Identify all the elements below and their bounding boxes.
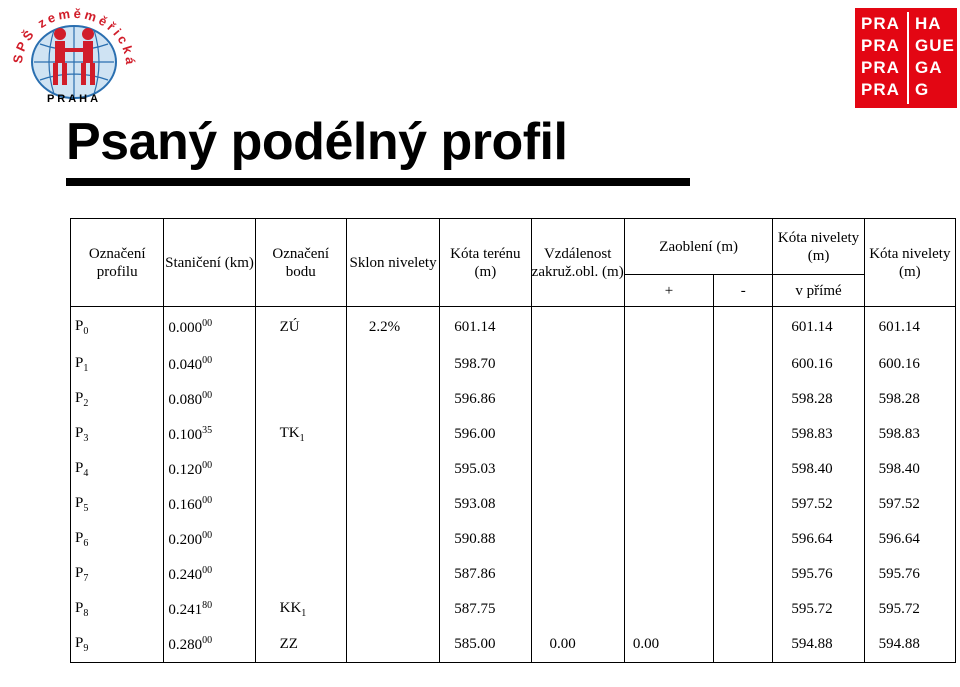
cell-kota-prime: 600.16	[773, 347, 864, 382]
header-v-prime: v přímé	[773, 275, 864, 307]
cell-minus	[714, 487, 773, 522]
bod-label: ZZ	[279, 636, 298, 652]
praha-logo-row: PRA HA	[861, 14, 942, 33]
praha-logo-row: PRA GA	[861, 58, 943, 77]
school-logo	[4, 4, 144, 104]
cell-kota-prime: 595.76	[773, 557, 864, 592]
table-row	[71, 382, 956, 417]
cell-staniceni	[164, 557, 255, 592]
header-minus: -	[714, 275, 773, 307]
cell-profil	[71, 382, 164, 417]
staniceni-value: 0.240	[168, 567, 203, 583]
table-row	[71, 487, 956, 522]
logo-bottom-text: PRAHA	[46, 93, 102, 104]
bod-index: 1	[301, 608, 307, 619]
table-row	[71, 557, 956, 592]
cell-kota-prime: 598.40	[773, 452, 864, 487]
profil-letter: P	[75, 317, 84, 334]
bod-label: ZÚ	[279, 318, 300, 335]
staniceni-value: 0.000	[168, 319, 203, 336]
cell-kota-prime: 594.88	[773, 627, 864, 663]
title-underline	[66, 178, 690, 186]
cell-plus	[624, 522, 713, 557]
header-zaobleni: Zaoblení (m)	[624, 219, 773, 275]
cell-staniceni	[164, 627, 255, 663]
cell-staniceni	[164, 487, 255, 522]
staniceni-sup: 00	[202, 355, 213, 366]
cell-staniceni	[164, 307, 255, 348]
profil-index: 5	[83, 503, 89, 514]
cell-minus	[714, 307, 773, 348]
cell-bod	[255, 417, 346, 452]
cell-kota-last: 600.16	[864, 347, 955, 382]
cell-kota-last: 595.76	[864, 557, 955, 592]
cell-bod	[255, 592, 346, 627]
cell-vzdalenost	[531, 487, 624, 522]
header-plus: +	[624, 275, 713, 307]
cell-kota-prime: 598.83	[773, 417, 864, 452]
cell-kota-last: 594.88	[864, 627, 955, 663]
cell-profil	[71, 487, 164, 522]
profil-letter: P	[75, 460, 84, 476]
cell-profil	[71, 347, 164, 382]
cell-profil	[71, 627, 164, 663]
cell-sklon	[346, 627, 439, 663]
cell-kota-prime: 595.72	[773, 592, 864, 627]
cell-profil	[71, 307, 164, 348]
profil-letter: P	[75, 425, 84, 441]
profil-letter: P	[75, 390, 84, 406]
praha-logo-separator	[907, 12, 909, 104]
cell-vzdalenost	[531, 452, 624, 487]
cell-plus	[624, 557, 713, 592]
cell-vzdalenost	[531, 417, 624, 452]
cell-bod	[255, 307, 346, 348]
table-row	[71, 627, 956, 663]
cell-plus	[624, 382, 713, 417]
cell-kota-last: 601.14	[864, 307, 955, 348]
cell-sklon	[346, 557, 439, 592]
logo-arc-text: SPŠ zeměměřická	[9, 5, 139, 68]
staniceni-value: 0.241	[168, 602, 203, 618]
staniceni-sup: 00	[202, 460, 213, 471]
cell-plus: 0.00	[624, 627, 713, 663]
cell-plus	[624, 347, 713, 382]
cell-sklon	[346, 487, 439, 522]
cell-vzdalenost	[531, 522, 624, 557]
staniceni-value: 0.120	[168, 462, 203, 478]
cell-bod	[255, 522, 346, 557]
cell-staniceni	[164, 347, 255, 382]
staniceni-sup: 35	[202, 425, 213, 436]
cell-bod	[255, 347, 346, 382]
cell-kota-terenu: 590.88	[440, 522, 531, 557]
header-staniceni: Staničení (km)	[164, 219, 255, 307]
profil-index: 9	[83, 643, 89, 654]
page-title: Psaný podélný profil	[66, 113, 568, 171]
cell-kota-last: 595.72	[864, 592, 955, 627]
cell-profil	[71, 592, 164, 627]
cell-plus	[624, 487, 713, 522]
cell-kota-prime: 601.14	[773, 307, 864, 348]
table-row	[71, 592, 956, 627]
table-row	[71, 347, 956, 382]
cell-kota-terenu: 596.00	[440, 417, 531, 452]
cell-bod	[255, 557, 346, 592]
cell-plus	[624, 417, 713, 452]
cell-minus	[714, 452, 773, 487]
cell-staniceni	[164, 522, 255, 557]
cell-minus	[714, 382, 773, 417]
praha-logo-row: PRA G	[861, 80, 930, 99]
profil-letter: P	[75, 635, 84, 651]
cell-staniceni	[164, 417, 255, 452]
cell-kota-terenu: 601.14	[440, 307, 531, 348]
bod-label: TK	[279, 425, 300, 441]
header-kota-terenu: Kóta terénu (m)	[440, 219, 531, 307]
cell-kota-terenu: 595.03	[440, 452, 531, 487]
profil-letter: P	[75, 565, 84, 581]
profile-table	[70, 218, 956, 663]
cell-sklon	[346, 347, 439, 382]
staniceni-value: 0.160	[168, 497, 203, 513]
staniceni-value: 0.100	[168, 427, 203, 443]
cell-bod	[255, 452, 346, 487]
cell-vzdalenost	[531, 557, 624, 592]
cell-kota-last: 598.83	[864, 417, 955, 452]
cell-kota-terenu: 596.86	[440, 382, 531, 417]
cell-minus	[714, 522, 773, 557]
cell-plus	[624, 452, 713, 487]
table-row	[71, 522, 956, 557]
cell-profil	[71, 452, 164, 487]
bod-label: KK	[279, 600, 302, 616]
header-sklon: Sklon nivelety	[346, 219, 439, 307]
cell-kota-terenu: 587.75	[440, 592, 531, 627]
staniceni-sup: 00	[202, 390, 213, 401]
cell-kota-terenu: 585.00	[440, 627, 531, 663]
cell-bod	[255, 487, 346, 522]
cell-sklon: 2.2%	[346, 307, 439, 348]
cell-plus	[624, 592, 713, 627]
profil-index: 6	[83, 538, 89, 549]
header-vzdalenost: Vzdálenost zakruž.obl. (m)	[531, 219, 624, 307]
table-row	[71, 452, 956, 487]
cell-vzdalenost	[531, 592, 624, 627]
staniceni-value: 0.200	[168, 532, 203, 548]
cell-minus	[714, 557, 773, 592]
bod-index: 1	[299, 433, 305, 444]
staniceni-sup: 00	[202, 635, 213, 646]
header-kota-nivelety: Kóta nivelety (m)	[773, 219, 864, 275]
cell-staniceni	[164, 452, 255, 487]
staniceni-sup: 00	[202, 317, 213, 329]
profil-index: 3	[83, 433, 89, 444]
staniceni-sup: 00	[202, 495, 213, 506]
cell-kota-prime: 597.52	[773, 487, 864, 522]
profil-index: 8	[83, 608, 89, 619]
profil-letter: P	[75, 530, 84, 546]
table-row	[71, 417, 956, 452]
staniceni-value: 0.280	[168, 637, 203, 653]
staniceni-sup: 00	[202, 530, 213, 541]
cell-plus	[624, 307, 713, 348]
staniceni-sup: 00	[202, 565, 213, 576]
cell-bod	[255, 382, 346, 417]
cell-profil	[71, 522, 164, 557]
staniceni-sup: 80	[202, 600, 213, 611]
profil-letter: P	[75, 355, 84, 371]
cell-sklon	[346, 382, 439, 417]
cell-kota-terenu: 587.86	[440, 557, 531, 592]
profil-letter: P	[75, 495, 84, 511]
cell-sklon	[346, 522, 439, 557]
cell-sklon	[346, 592, 439, 627]
profil-index: 2	[83, 398, 89, 409]
cell-kota-prime: 598.28	[773, 382, 864, 417]
staniceni-value: 0.080	[168, 392, 203, 408]
praha-logo	[855, 8, 957, 108]
cell-vzdalenost: 0.00	[531, 627, 624, 663]
cell-sklon	[346, 417, 439, 452]
cell-kota-last: 598.28	[864, 382, 955, 417]
profil-index: 4	[83, 468, 89, 479]
profil-index: 1	[83, 363, 89, 374]
cell-kota-last: 597.52	[864, 487, 955, 522]
profil-index: 0	[83, 325, 89, 337]
cell-minus	[714, 592, 773, 627]
cell-kota-last: 596.64	[864, 522, 955, 557]
cell-profil	[71, 417, 164, 452]
cell-minus	[714, 417, 773, 452]
cell-kota-terenu: 598.70	[440, 347, 531, 382]
cell-sklon	[346, 452, 439, 487]
praha-logo-row: PRA GUE	[861, 36, 955, 55]
profil-index: 7	[83, 573, 89, 584]
cell-kota-prime: 596.64	[773, 522, 864, 557]
header-oznaceni-profilu: Označení profilu	[71, 219, 164, 307]
cell-profil	[71, 557, 164, 592]
cell-staniceni	[164, 592, 255, 627]
header-kota-nivelety-last: Kóta nivelety (m)	[864, 219, 955, 307]
header-oznaceni-bodu: Označení bodu	[255, 219, 346, 307]
cell-vzdalenost	[531, 347, 624, 382]
staniceni-value: 0.040	[168, 357, 203, 373]
cell-kota-last: 598.40	[864, 452, 955, 487]
profil-letter: P	[75, 600, 84, 616]
cell-vzdalenost	[531, 382, 624, 417]
cell-kota-terenu: 593.08	[440, 487, 531, 522]
cell-vzdalenost	[531, 307, 624, 348]
cell-minus	[714, 627, 773, 663]
cell-minus	[714, 347, 773, 382]
table-row	[71, 307, 956, 348]
cell-bod	[255, 627, 346, 663]
cell-staniceni	[164, 382, 255, 417]
